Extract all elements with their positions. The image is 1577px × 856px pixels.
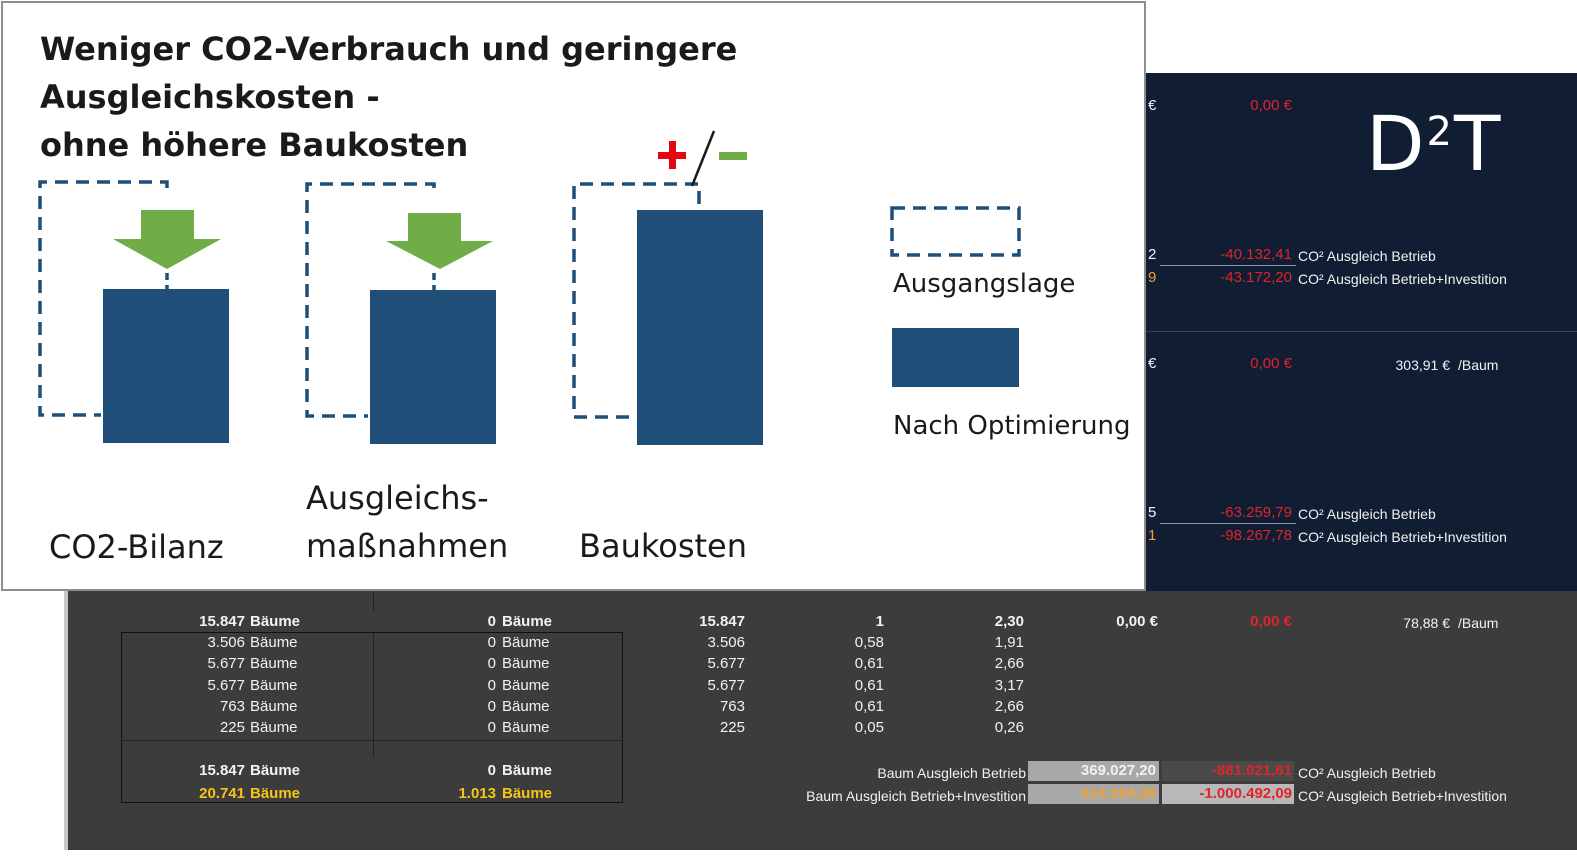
navy-value: -43.172,20	[1220, 269, 1292, 286]
table-cell: 0	[487, 698, 496, 715]
navy-label: CO² Ausgleich Betrieb+Investition	[1298, 271, 1507, 287]
table-cell: 763	[719, 698, 745, 715]
table-cell: 2,66	[994, 655, 1024, 672]
navy-cell: 1	[1148, 527, 1157, 544]
summary-label: Baum Ausgleich Betrieb+Investition	[806, 788, 1026, 804]
per-tree-unit: /Baum	[1458, 615, 1499, 631]
table-cell: 225	[219, 719, 245, 736]
summary-label: Baum Ausgleich Betrieb	[877, 765, 1026, 781]
table-cell: 0,58	[854, 634, 884, 651]
navy-cell: €	[1148, 97, 1157, 114]
navy-value: 0,00 €	[1250, 355, 1292, 372]
total-cell: Bäume	[502, 762, 553, 779]
table-cell: 0,26	[994, 719, 1024, 736]
table-cell: Bäume	[502, 655, 550, 672]
table-cell: Bäume	[250, 634, 298, 651]
table-cell: Bäume	[502, 677, 550, 694]
table-cell: 2,66	[994, 698, 1024, 715]
total-cell: 0	[487, 762, 496, 779]
table-cell: 15.847	[699, 613, 745, 630]
table-cell: 0,00 €	[1116, 613, 1158, 630]
arrow-down-icon	[113, 210, 221, 269]
optimized-bar	[103, 289, 229, 443]
minus-icon	[719, 152, 747, 160]
label-ausgleich-line2: maßnahmen	[306, 527, 509, 565]
summary-value: 514.254,38	[1080, 785, 1156, 802]
navy-value: -98.267,78	[1220, 527, 1292, 544]
total-cell: 1.013	[458, 785, 496, 802]
table-cell: 0	[487, 613, 496, 630]
total-cell: 20.741	[199, 785, 245, 802]
table-cell: 3,17	[994, 677, 1024, 694]
table-cell: 3.506	[207, 634, 245, 651]
navy-cell: €	[1148, 355, 1157, 372]
table-cell: 15.847	[199, 613, 245, 630]
label-co2-bilanz: CO2-Bilanz	[49, 528, 224, 566]
navy-value: -63.259,79	[1220, 504, 1292, 521]
table-cell: 5.677	[707, 655, 745, 672]
summary-value: 369.027,20	[1080, 762, 1156, 779]
table-cell: Bäume	[502, 719, 550, 736]
summary-right-label: CO² Ausgleich Betrieb+Investition	[1298, 788, 1507, 804]
co2-group	[40, 182, 229, 443]
table-cell: Bäume	[250, 677, 298, 694]
navy-cell: 2	[1148, 246, 1157, 263]
table-cell: Bäume	[250, 655, 298, 672]
arrow-down-icon	[386, 213, 493, 269]
table-cell: 0,05	[854, 719, 884, 736]
title-line: Weniger CO2-Verbrauch und geringere Ausgleichskosten -	[40, 30, 738, 116]
row-divider	[121, 740, 623, 741]
total-cell: Bäume	[250, 762, 301, 779]
table-cell: 0	[487, 719, 496, 736]
table-cell: 0,61	[854, 655, 884, 672]
slide-overlay	[1, 1, 1146, 591]
table-cell: Bäume	[250, 613, 301, 630]
column-divider	[373, 593, 374, 611]
optimized-bar	[637, 210, 763, 445]
navy-value: 0,00 €	[1250, 97, 1292, 114]
label-ausgleich-line1: Ausgleichs-	[306, 479, 489, 517]
navy-cell: 9	[1148, 269, 1157, 286]
summary-delta: -1.000.492,09	[1199, 785, 1292, 802]
legend-dashed-swatch	[892, 208, 1019, 255]
table-cell: 1,91	[994, 634, 1024, 651]
table-cell: 225	[719, 719, 745, 736]
table-cell: 0,00 €	[1250, 613, 1292, 630]
table-cell: 1	[875, 613, 884, 630]
total-cell: 15.847	[199, 762, 245, 779]
table-cell: 0	[487, 634, 496, 651]
table-cell: 0	[487, 677, 496, 694]
navy-cell: 5	[1148, 504, 1157, 521]
navy-label: CO² Ausgleich Betrieb	[1298, 506, 1436, 522]
d2t-logo: $D^2T$	[1366, 99, 1501, 188]
optimized-bar	[370, 290, 496, 444]
table-cell: 0,61	[854, 698, 884, 715]
panel-edge	[64, 591, 68, 850]
navy-label: CO² Ausgleich Betrieb	[1298, 248, 1436, 264]
baukosten-group	[574, 131, 763, 445]
per-tree-value: 78,88 €	[1403, 615, 1450, 631]
per-tree-unit: /Baum	[1458, 357, 1499, 373]
table-cell: Bäume	[502, 634, 550, 651]
row-separator	[1146, 331, 1577, 332]
table-cell: 5.677	[207, 677, 245, 694]
label-baukosten: Baukosten	[579, 527, 747, 565]
table-cell: 5.677	[707, 677, 745, 694]
table-cell: 763	[219, 698, 245, 715]
table-cell: 0	[487, 655, 496, 672]
table-cell: 0,61	[854, 677, 884, 694]
table-cell: 3.506	[707, 634, 745, 651]
navy-value: -40.132,41	[1220, 246, 1292, 263]
summary-right-label: CO² Ausgleich Betrieb	[1298, 765, 1436, 781]
ausgleich-group	[307, 184, 496, 444]
per-tree-value: 303,91 €	[1395, 357, 1450, 373]
table-cell: Bäume	[502, 613, 553, 630]
total-cell: Bäume	[250, 785, 301, 802]
table-cell: Bäume	[250, 719, 298, 736]
table-cell: 2,30	[994, 613, 1024, 630]
underline	[1160, 265, 1296, 266]
table-cell: Bäume	[250, 698, 298, 715]
legend-solid-swatch	[892, 328, 1019, 387]
legend-label-ausgangslage: Ausgangslage	[893, 269, 1076, 299]
total-cell: Bäume	[502, 785, 553, 802]
summary-delta: -881.021,61	[1211, 762, 1292, 779]
table-cell: 5.677	[207, 655, 245, 672]
navy-label: CO² Ausgleich Betrieb+Investition	[1298, 529, 1507, 545]
underline	[1160, 523, 1296, 524]
table-cell: Bäume	[502, 698, 550, 715]
legend-label-optimierung: Nach Optimierung	[893, 411, 1131, 441]
title-line: ohne höhere Baukosten	[40, 126, 469, 164]
slash-icon	[692, 131, 714, 186]
